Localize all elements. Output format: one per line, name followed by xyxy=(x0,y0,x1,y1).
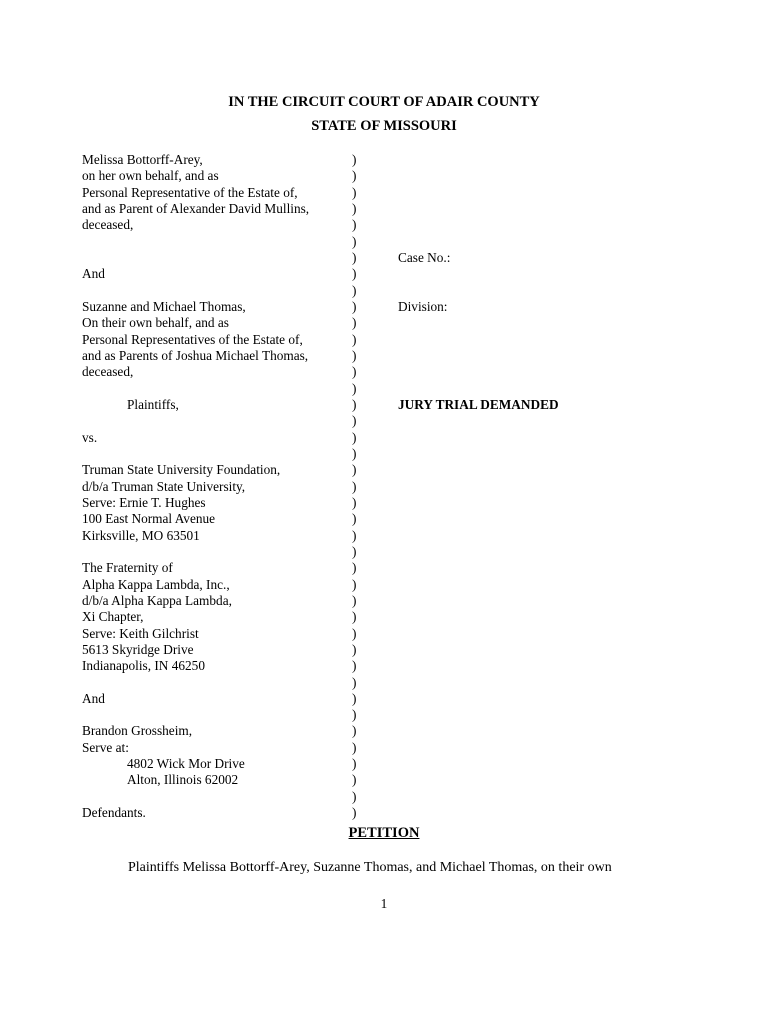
caption-paren: ) xyxy=(352,560,357,576)
caption-party-text: 100 East Normal Avenue xyxy=(82,511,216,527)
caption-paren: ) xyxy=(352,756,357,772)
caption-paren: ) xyxy=(352,772,357,788)
caption-party-text: Personal Representative of the Estate of, xyxy=(82,184,298,200)
caption-party-text: Melissa Bottorff-Arey, xyxy=(82,152,203,167)
caption-case-info: Division: xyxy=(398,298,448,314)
caption-party-text: vs. xyxy=(82,429,98,445)
caption-case-info: Case No.: xyxy=(398,249,451,265)
caption-party-text: Brandon Grossheim, xyxy=(82,723,193,739)
caption-party-text: and as Parent of Alexander David Mullins, xyxy=(82,200,310,216)
caption-party-text: 5613 Skyridge Drive xyxy=(82,641,194,657)
caption-paren: ) xyxy=(352,347,357,363)
caption-paren: ) xyxy=(352,788,357,804)
caption-paren: ) xyxy=(352,478,357,494)
caption-party-text: deceased, xyxy=(82,217,134,233)
caption-paren: ) xyxy=(352,707,357,723)
caption-paren: ) xyxy=(352,462,357,478)
caption-paren: ) xyxy=(352,396,357,412)
caption-paren: ) xyxy=(352,331,357,347)
caption-party-text: d/b/a Alpha Kappa Lambda, xyxy=(82,592,232,608)
caption-paren: ) xyxy=(352,592,357,608)
caption-party-text: d/b/a Truman State University, xyxy=(82,478,246,494)
caption-paren: ) xyxy=(352,282,357,298)
caption-paren: ) xyxy=(352,249,357,265)
caption-party-text: And xyxy=(82,266,105,282)
caption-party-text: on her own behalf, and as xyxy=(82,168,219,184)
caption-party-text: deceased, xyxy=(82,364,134,380)
body-paragraph: Plaintiffs Melissa Bottorff-Arey, Suzanne Thomas, and Michael Thomas, on their own xyxy=(128,860,612,875)
caption-party-text: Defendants. xyxy=(82,805,146,821)
caption-paren: ) xyxy=(352,805,357,821)
caption-party-text: Serve: Ernie T. Hughes xyxy=(82,494,206,510)
caption-paren: ) xyxy=(352,543,357,559)
caption-paren: ) xyxy=(352,445,357,461)
court-heading: IN THE CIRCUIT COURT OF ADAIR COUNTY xyxy=(228,94,540,110)
caption-party-text: Kirksville, MO 63501 xyxy=(82,527,200,543)
caption-paren: ) xyxy=(352,200,357,216)
caption-party-text: 4802 Wick Mor Drive xyxy=(127,756,245,772)
caption-party-text: Alton, Illinois 62002 xyxy=(127,772,239,788)
caption-party-text: Indianapolis, IN 46250 xyxy=(82,658,205,674)
caption-paren: ) xyxy=(352,641,357,657)
caption-paren: ) xyxy=(352,674,357,690)
caption-party-text: Personal Representatives of the Estate of, xyxy=(82,331,303,347)
caption-paren: ) xyxy=(352,413,357,429)
caption-party-text: Serve at: xyxy=(82,739,129,755)
caption-paren: ) xyxy=(352,576,357,592)
caption-case-info: JURY TRIAL DEMANDED xyxy=(398,396,559,412)
caption-paren: ) xyxy=(352,233,357,249)
caption-paren: ) xyxy=(352,298,357,314)
caption-paren: ) xyxy=(352,315,357,331)
caption-paren: ) xyxy=(352,380,357,396)
caption-paren: ) xyxy=(352,511,357,527)
caption-party-text: Suzanne and Michael Thomas, xyxy=(82,298,246,314)
caption-paren: ) xyxy=(352,690,357,706)
caption-paren: ) xyxy=(352,168,357,184)
caption-paren: ) xyxy=(352,739,357,755)
caption-party-text: Truman State University Foundation, xyxy=(82,462,281,478)
caption-paren: ) xyxy=(352,494,357,510)
caption-party-text: and as Parents of Joshua Michael Thomas, xyxy=(82,347,309,363)
caption-party-text: Xi Chapter, xyxy=(82,609,144,625)
caption-party-text: On their own behalf, and as xyxy=(82,315,229,331)
caption-paren: ) xyxy=(352,217,357,233)
caption-paren: ) xyxy=(352,429,357,445)
caption-paren: ) xyxy=(352,625,357,641)
caption-paren: ) xyxy=(352,527,357,543)
caption-paren: ) xyxy=(352,658,357,674)
state-heading: STATE OF MISSOURI xyxy=(311,118,457,134)
caption-paren: ) xyxy=(352,723,357,739)
page-number: 1 xyxy=(380,896,388,911)
caption-paren: ) xyxy=(352,609,357,625)
caption-party-text: Alpha Kappa Lambda, Inc., xyxy=(82,576,230,592)
caption-paren: ) xyxy=(352,364,357,380)
caption-paren: ) xyxy=(352,184,357,200)
caption-paren: ) xyxy=(352,266,357,282)
caption-party-text: Serve: Keith Gilchrist xyxy=(82,625,199,641)
caption-party-text: Plaintiffs, xyxy=(127,396,179,412)
caption-party-text: The Fraternity of xyxy=(82,560,173,576)
caption-paren: ) xyxy=(352,152,357,167)
petition-title: PETITION xyxy=(348,825,420,841)
caption-party-text: And xyxy=(82,690,105,706)
